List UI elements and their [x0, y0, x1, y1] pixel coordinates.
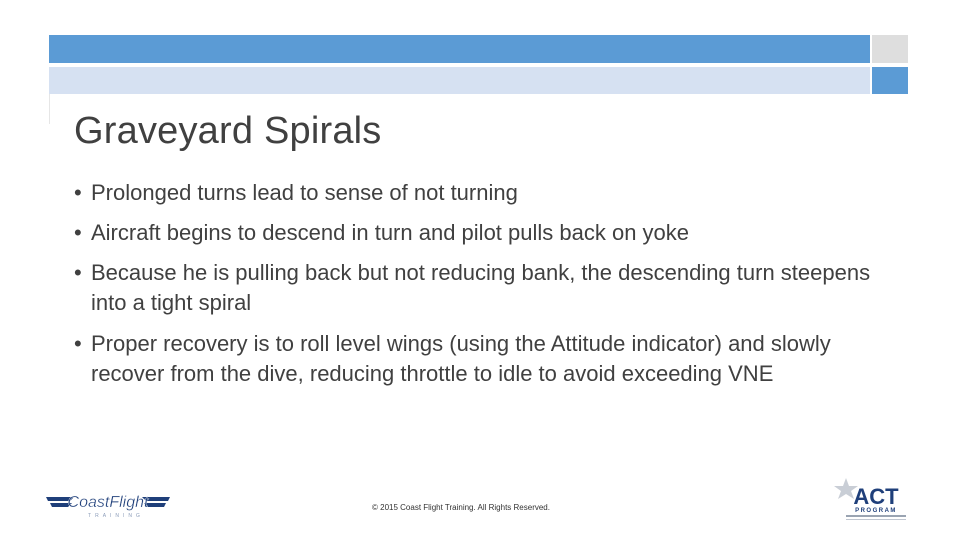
bullet-item: • Because he is pulling back but not reducing bank, the descending turn steepens into a tight spiral: [74, 258, 904, 318]
bullet-item: • Prolonged turns lead to sense of not turning: [74, 178, 904, 208]
header-band-bottom: [49, 67, 870, 94]
slide-title: Graveyard Spirals: [74, 110, 382, 152]
logo-text: CoastFlight: [67, 494, 149, 511]
coast-flight-logo: [44, 484, 172, 520]
left-divider: [49, 94, 50, 124]
act-program-logo: [832, 476, 912, 522]
act-subtext: PROGRAM: [855, 508, 897, 514]
bullet-item: • Aircraft begins to descend in turn and pilot pulls back on yoke: [74, 218, 904, 248]
wings-logo-icon: [44, 484, 172, 520]
header-band-bottom-right: [872, 67, 908, 94]
logo-subtext: TRAINING: [88, 513, 144, 519]
bullet-item: • Proper recovery is to roll level wings (using the Attitude indicator) and slowly recover from the dive, reducing throttle to idle to avoid exceeding VNE: [74, 329, 904, 389]
bullet-list: [74, 178, 904, 399]
star-logo-icon: [832, 476, 912, 522]
act-text: ACT: [853, 484, 899, 509]
copyright-text: © 2015 Coast Flight Training. All Rights Reserved.: [372, 503, 550, 512]
header-band-top: [49, 35, 870, 63]
header-band-top-right: [872, 35, 908, 63]
